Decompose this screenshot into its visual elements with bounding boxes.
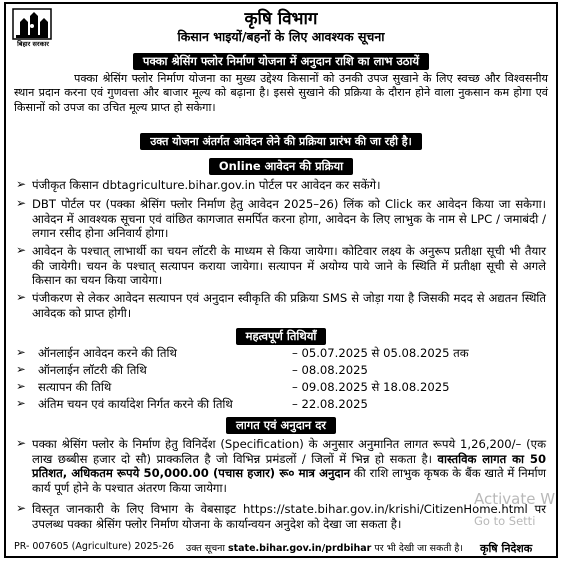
date-value: – 22.08.2025	[292, 397, 368, 411]
activate-watermark: Activate W	[474, 490, 556, 508]
list-item	[16, 291, 546, 320]
cost-text-b: की राशि लाभुक कृषक के बैंक खाते में निर्माण कार्य पूर्ण होने के पश्चात अंतरण किया जायेगा।	[32, 466, 546, 495]
list-item	[16, 197, 546, 241]
online-item-text: पंजीकृत किसान dbtagriculture.bihar.gov.in पोर्टल पर आवेदन कर सकेंगे।	[32, 178, 381, 192]
dates-heading-text: महत्वपूर्ण तिथियाँ	[236, 328, 327, 345]
page-subtitle: किसान भाइयों/बहनों के लिए आवश्यक सूचना	[177, 29, 385, 44]
cost-heading	[6, 414, 556, 434]
online-item-text: DBT पोर्टल पर (पक्का श्रेसिंग फ्लोर निर्माण हेतु आवेदन 2025–26) लिंक को Click कर आवेदन किया जा सकेगा। आवेदन में आवश्यक सूचना एवं वांछित कागजात समर्पित करना होगा, आवेदन के लिए लाभुक के नाम से LPC / जमाबंदी / लगान रसीद होना अनिवार्य होगा।	[32, 197, 546, 241]
website-text: विस्तृत जानकारी के लिए विभाग के वेबसाइट https://state.bihar.gov.in/krishi/CitizenHome.html पर उपलब्ध पक्का श्रेसिंग फ्लोर निर्माण योजना के कार्यान्वयन अनुदेश को देखा जा सकता है।	[32, 502, 546, 531]
date-row	[16, 397, 546, 411]
date-label: अंतिम चयन एवं कार्यादेश निर्गत करने की तिथि	[38, 397, 233, 411]
date-label: सत्यापन की तिथि	[38, 380, 112, 394]
footer-link[interactable]: state.bihar.gov.in/prdbihar	[227, 543, 372, 554]
date-value: – 09.08.2025 से 18.08.2025	[292, 380, 450, 394]
online-item-text: आवेदन के पश्चात् लाभार्थी का चयन लॉटरी के माध्यम से किया जायेगा। कोटिवार लक्ष्य के अनुरूप प्रतीक्षा सूची भी तैयार की जायेगी। चयन के पश्चात् सत्यापन कराया जायेगा। सत्यापन में अयोग्य पाये जाने के स्थिति में प्रतीक्षा सूची से अगले किसान का चयन किया जायेगा।	[32, 244, 546, 288]
settings-watermark: Go to Setti	[474, 514, 536, 528]
dates-heading	[6, 325, 556, 345]
scheme-banner-text: पक्का श्रेसिंग फ्लोर निर्माण योजना में अनुदान राशि का लाभ उठायें	[133, 53, 429, 70]
scheme-banner	[6, 50, 556, 70]
intro-paragraph: पक्का श्रेसिंग फ्लोर निर्माण योजना का मुख्य उद्देश्य किसानों को उनकी उपज सुखाने के लिए स्वच्छ और विश्वसनीय स्थान प्रदान करना एवं गुणवत्ता और बाजार मूल्य को बढ़ाना है। इससे सुखाने की प्रक्रिया के दौरान होने वाला नुकसान कम होगा एवं किसानों को उपज का उचित मूल्य प्राप्त हो सकेगा।	[14, 72, 548, 114]
cost-heading-text: लागत एवं अनुदान दर	[226, 417, 336, 434]
arrow-bullet-icon: ➢	[16, 345, 26, 359]
date-row	[16, 380, 546, 394]
notice-page	[4, 2, 558, 558]
date-label: ऑनलाईन आवेदन करने की तिथि	[38, 346, 177, 360]
list-item	[16, 437, 546, 495]
arrow-bullet-icon: ➢	[16, 501, 27, 515]
signature: कृषि निदेशक	[480, 542, 533, 555]
footer-note	[186, 541, 463, 554]
online-heading-text: Online आवेदन की प्रक्रिया	[209, 158, 353, 175]
date-label: ऑनलाईन लॉटरी की तिथि	[38, 363, 147, 377]
page-title: कृषि विभाग	[244, 9, 318, 29]
footer-note-suffix: पर भी देखी जा सकती है।	[371, 543, 463, 554]
logo-caption: बिहार सरकार	[17, 40, 49, 48]
cost-text-a: पक्का श्रेसिंग फ्लोर के निर्माण हेतु विनिर्देश (Specification) के अनुसार अनुमानित लागत रूपये 1,26,200/– (एक लाख छब्बीस हजार दो सौ) प्राक्कलित है जो विभिन्न प्रमंडलों / जिलों में भिन्न हो सकता है।	[32, 437, 546, 466]
list-item	[16, 244, 546, 288]
footer-note-prefix: उक्त सूचना	[186, 543, 228, 554]
arrow-bullet-icon: ➢	[16, 436, 27, 450]
online-item-text: पंजीकरण से लेकर आवेदन सत्यापन एवं अनुदान स्वीकृति की प्रक्रिया SMS से जोड़ा गया है जिसकी मदद से अद्यतन स्थिति आवेदक को प्राप्त होगी।	[32, 291, 546, 320]
arrow-bullet-icon: ➢	[16, 290, 27, 304]
arrow-bullet-icon: ➢	[16, 243, 27, 257]
pr-number: PR- 007605 (Agriculture) 2025-26	[14, 541, 175, 552]
arrow-bullet-icon: ➢	[16, 177, 27, 191]
list-item	[16, 502, 546, 531]
list-item	[16, 178, 546, 193]
arrow-bullet-icon: ➢	[16, 362, 26, 376]
arrow-bullet-icon: ➢	[16, 196, 27, 210]
process-started-banner	[6, 130, 556, 150]
cost-text-bold: वास्तविक लागत का 50 प्रतिशत, अधिकतम रूपये 50,000.00 (पचास हजार) रू० मात्र अनुदान	[32, 451, 547, 481]
arrow-bullet-icon: ➢	[16, 379, 26, 393]
process-started-text: उक्त योजना अंतर्गत आवेदन लेने की प्रक्रिया प्रारंभ की जा रही है।	[140, 133, 422, 150]
date-row	[16, 346, 546, 360]
date-value: – 05.07.2025 से 05.08.2025 तक	[292, 346, 469, 360]
date-row	[16, 363, 546, 377]
arrow-bullet-icon: ➢	[16, 396, 26, 410]
online-heading	[6, 155, 556, 175]
date-value: – 08.08.2025	[292, 363, 368, 377]
